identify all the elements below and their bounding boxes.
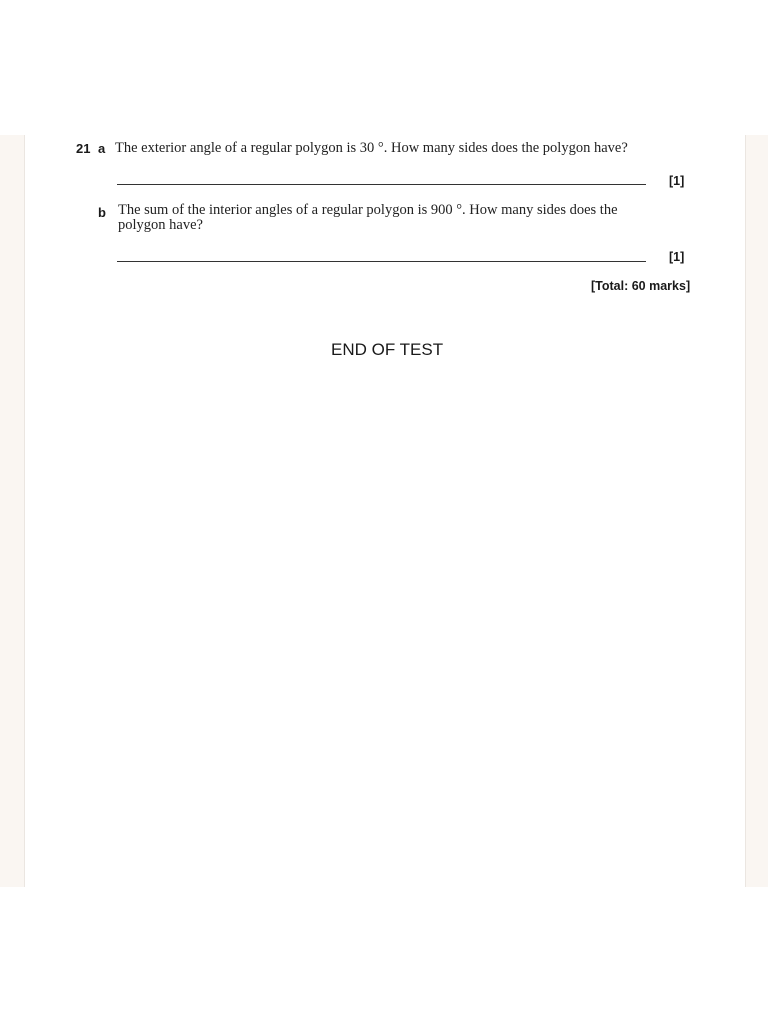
total-marks: [Total: 60 marks] [591,279,691,293]
part-a-label: a [98,141,106,156]
exam-page [24,135,746,887]
part-a-question-text: The exterior angle of a regular polygon is 30 °. How many sides does the polygon have? [115,140,628,156]
part-b-question-text: The sum of the interior angles of a regular polygon is 900 °. How many sides does the polygon have? [118,202,618,233]
part-b-marks: [1] [669,250,685,264]
part-b-answer-line[interactable] [117,261,646,262]
part-a-marks: [1] [669,174,685,188]
part-a-answer-line[interactable] [117,184,646,185]
question-number: 21 [76,141,91,156]
end-of-test-heading: END OF TEST [331,340,444,359]
part-b-label: b [98,205,106,220]
